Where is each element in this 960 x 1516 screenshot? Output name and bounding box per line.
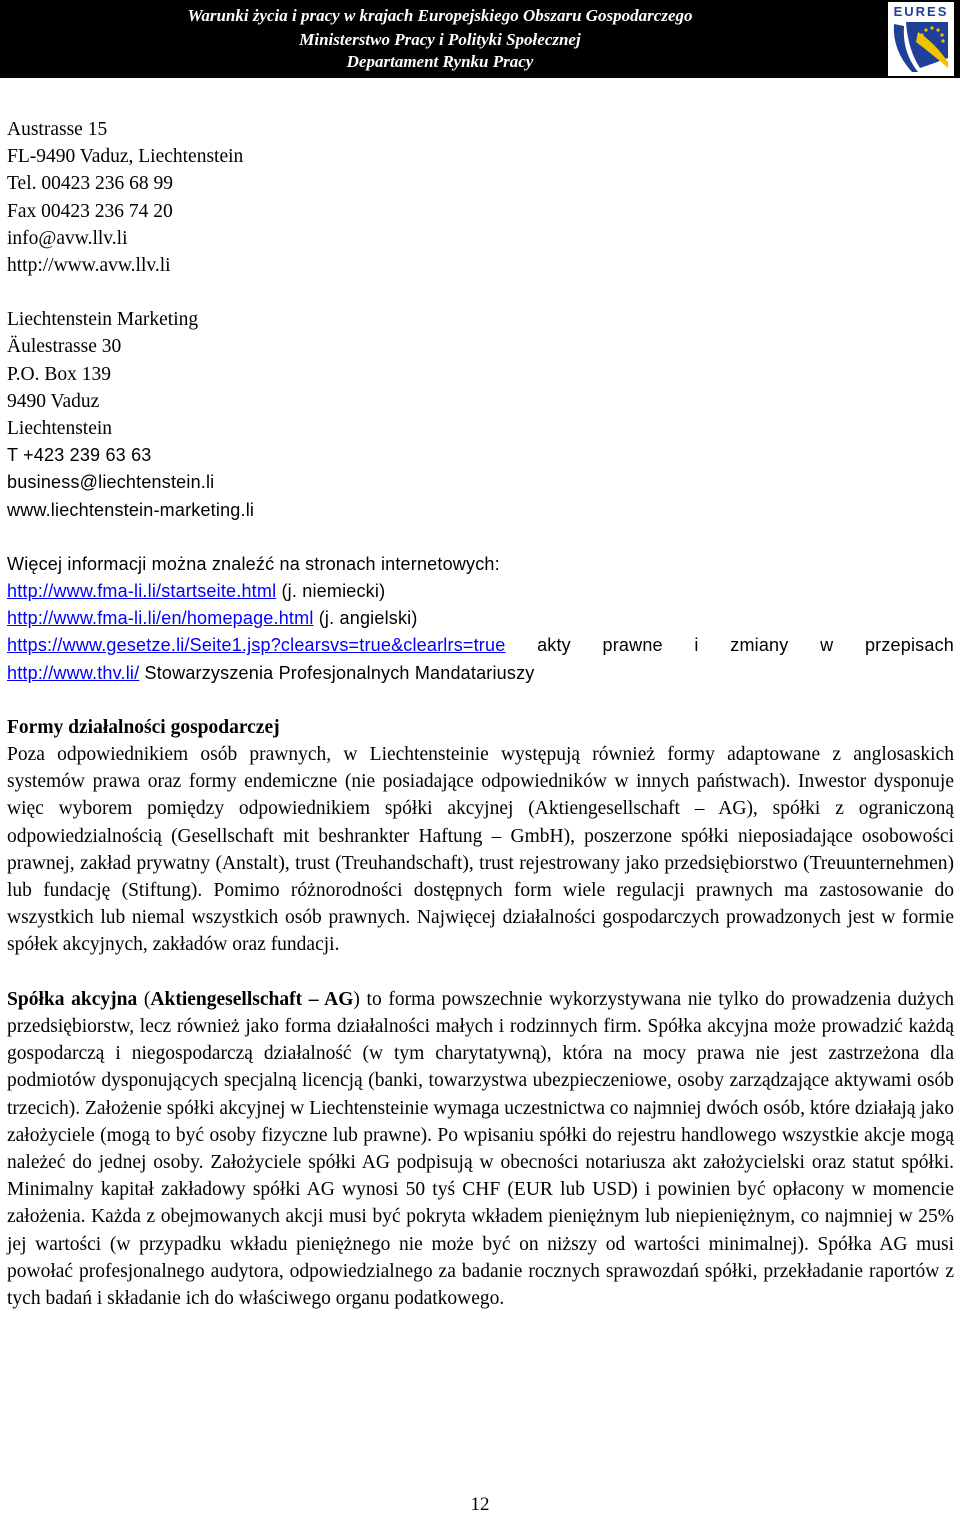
spolka-akcyjna-term: Spółka akcyjna bbox=[7, 988, 138, 1010]
address-email: info@avw.llv.li bbox=[7, 227, 128, 249]
link-note: (j. niemiecki) bbox=[276, 581, 386, 602]
address-block-avw bbox=[7, 116, 954, 279]
more-info-line-3 bbox=[7, 632, 954, 659]
section-heading: Formy działalności gospodarczej bbox=[7, 716, 280, 738]
page-header bbox=[0, 0, 960, 78]
header-line-3: Departament Rynku Pracy bbox=[346, 52, 534, 71]
more-info-line-1 bbox=[7, 578, 954, 605]
marketing-box: P.O. Box 139 bbox=[7, 363, 112, 385]
header-line-1: Warunki życia i pracy w krajach Europejskiego Obszaru Gospodarczego bbox=[187, 6, 693, 25]
eures-logo bbox=[888, 2, 954, 76]
gesetze-link[interactable]: https://www.gesetze.li/Seite1.jsp?clearsvs=true&clearlrs=true bbox=[7, 635, 506, 656]
marketing-street: Äulestrasse 30 bbox=[7, 336, 122, 358]
fma-startseite-link[interactable]: http://www.fma-li.li/startseite.html bbox=[7, 581, 277, 602]
link-note: akty prawne i zmiany w przepisach bbox=[505, 635, 954, 656]
marketing-country: Liechtenstein bbox=[7, 418, 113, 440]
address-tel: Tel. 00423 236 68 99 bbox=[7, 173, 173, 195]
fma-homepage-link[interactable]: http://www.fma-li.li/en/homepage.html bbox=[7, 608, 314, 629]
marketing-tel: T +423 239 63 63 bbox=[7, 445, 152, 466]
link-note: (j. angielski) bbox=[313, 608, 418, 629]
section-paragraph-2: Spółka akcyjna (Aktiengesellschaft – AG) to forma powszechnie wykorzystywana nie tylko do prowadzenia dużych przedsiębiorstw, lecz również jako forma działalności małych i rodzinnych firm. Spółka akcyjna może prowadzić każdą gospodarczą i niegospodarczą działalność (w tym charytatywną), która na mocy prawa nie jest zastrzeżona dla podmiotów dysponujących specjalną licencją (banki, towarzystwa ubezpieczeniowe, osoby zarządzające aktywami osób trzecich). Założenie spółki akcyjnej w Liechtensteinie wymaga uczestnictwa co najmniej dwóch osób, które działają jako założyciele (mogą to być osoby fizyczne lub prawne). Po wpisaniu spółki do rejestru handlowego wszystkie akcje mogą należeć do jednej osoby. Założyciele spółki AG podpisują w obecności notariusza akt założycielski oraz statut spółki. Minimalny kapitał zakładowy spółki AG wynosi 50 tyś CHF (EUR lub USD) i powinien być opłacony w momencie założenia. Każda z obejmowanych akcji musi być pokryta wkładem pieniężnym lub niepieniężnym, co najmniej w 25% jej wartości (w przypadku wkładu pieniężnego nie może być on niższy od wartości minimalnej). Spółka AG musi powołać profesjonalnego audytora, odpowiedzialnego za badanie rocznych sprawozdań spółki, przekładanie raportów z tych badań i składanie ich do właściwego organu podatkowego. bbox=[7, 988, 954, 1309]
address-fax: Fax 00423 236 74 20 bbox=[7, 200, 173, 222]
marketing-web: www.liechtenstein-marketing.li bbox=[7, 499, 255, 520]
page-number: 12 bbox=[470, 1494, 490, 1515]
address-city: FL-9490 Vaduz, Liechtenstein bbox=[7, 146, 244, 168]
thv-link[interactable]: http://www.thv.li/ bbox=[7, 662, 140, 683]
marketing-name: Liechtenstein Marketing bbox=[7, 309, 199, 331]
logo-text: EURES bbox=[893, 4, 949, 19]
more-info-line-4 bbox=[7, 660, 954, 687]
header-line-2: Ministerstwo Pracy i Polityki Społecznej bbox=[299, 30, 581, 49]
marketing-email: business@liechtenstein.li bbox=[7, 472, 215, 493]
document-body bbox=[7, 116, 954, 1312]
more-info-block bbox=[7, 551, 954, 687]
link-note: Stowarzyszenia Profesjonalnych Mandatariuszy bbox=[139, 662, 535, 683]
more-info-line-2 bbox=[7, 605, 954, 632]
address-street: Austrasse 15 bbox=[7, 119, 108, 140]
section-paragraph-1: Poza odpowiednikiem osób prawnych, w Liechtensteinie występują również formy adaptowane z anglosaskich systemów prawa oraz formy endemiczne (nie posiadające odpowiedników w innych państwach). Inwestor dysponuje więc wyborem pomiędzy odpowiednikiem spółki akcyjnej (Aktiengesellschaft – AG), spółki z ograniczoną odpowiedzialnością (Gesellschaft mit beshrankter Haftung – GmbH), poszerzone spółki nieposiadające osobowości prawnej, zakład prywatny (Anstalt), trust (Treuhandschaft), trust rejestrowany jako przedsiębiorstwo (Treuunternehmen) lub fundację (Stiftung). Pomimo różnorodności dostępnych form wiele regulacji prawnych ma zastosowanie do wszystkich lub niemal wszystkich osób prawnych. Najwięcej działalności gospodarczych prowadzonych jest w formie spółek akcyjnych, zakładów oraz fundacji. bbox=[7, 744, 954, 956]
address-web: http://www.avw.llv.li bbox=[7, 255, 171, 277]
more-info-intro: Więcej informacji można znaleźć na stronach internetowych: bbox=[7, 553, 500, 574]
address-block-marketing bbox=[7, 306, 954, 524]
marketing-city: 9490 Vaduz bbox=[7, 390, 100, 412]
ag-term: Aktiengesellschaft – AG bbox=[150, 988, 354, 1010]
